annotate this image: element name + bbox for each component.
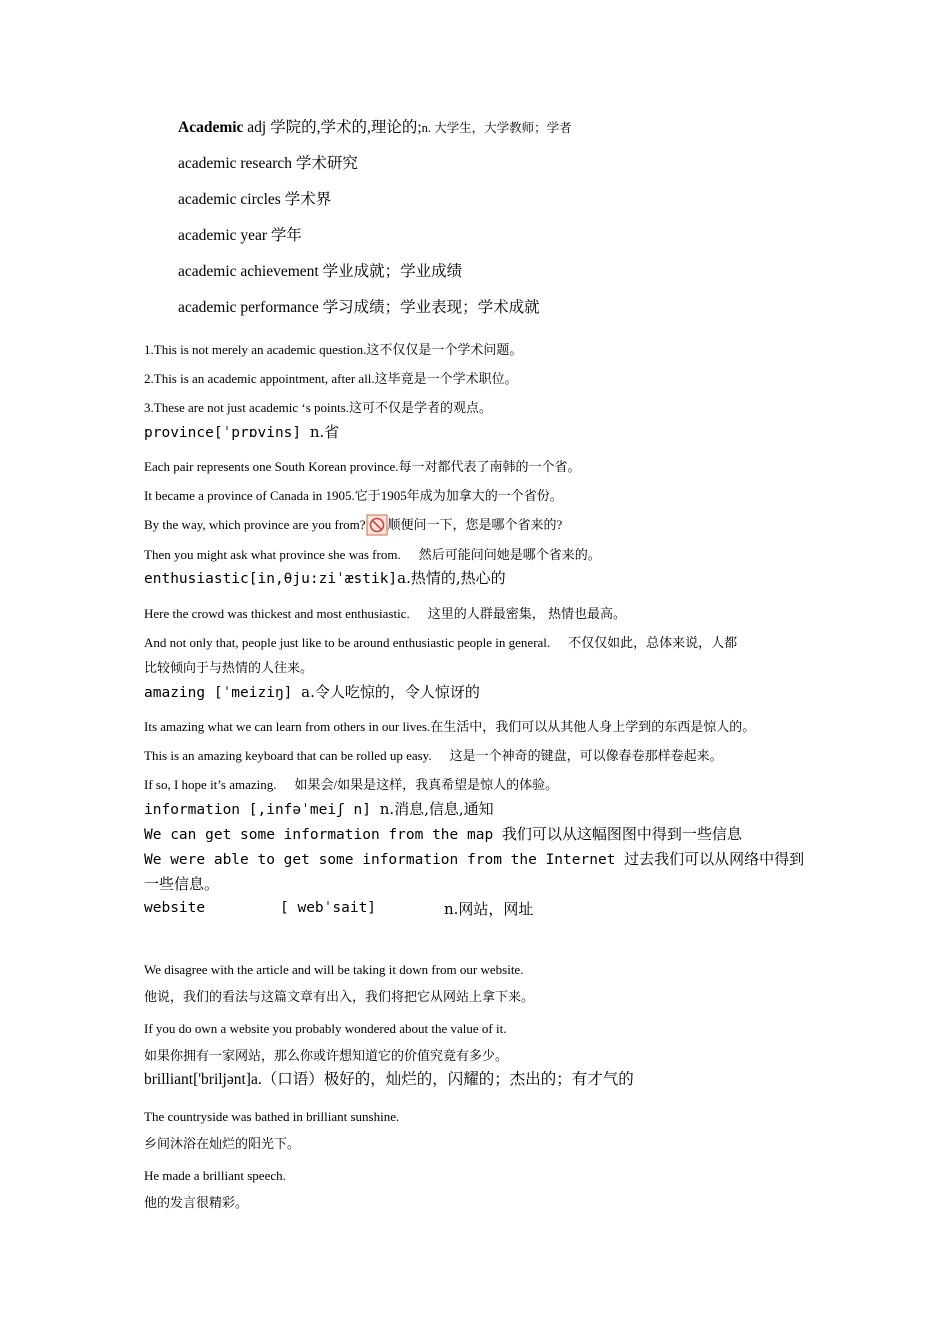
example-academic-3: 3.These are not just academic ‘s points.这可不仅是学者的观点。 (144, 400, 493, 415)
example-brilliant-2-cn: 他的发言很精彩。 (144, 1195, 249, 1210)
phrase-academic-circles: academic circles 学术界 (178, 191, 332, 208)
headword-province: province[ˈprɒvins] (144, 425, 310, 441)
definition-academic-noun: n. 大学生，大学教师；学者 (421, 121, 572, 135)
example-brilliant-1-en: The countryside was bathed in brilliant sunshine. (144, 1109, 400, 1124)
entry-amazing (144, 683, 480, 702)
phonetic-website: [ webˈsait] (280, 900, 377, 916)
example-information-2: We were able to get some information from the Internet 过去我们可以从网络中得到 (144, 850, 805, 868)
example-website-1-en: We disagree with the article and will be taking it down from our website. (144, 962, 524, 977)
example-enthusiastic-2-cont: 比较倾向于与热情的人往来。 (144, 660, 314, 675)
entry-brilliant (144, 1071, 634, 1090)
headword-brilliant: brilliant['briljənt]a. (144, 1071, 262, 1088)
example-enthusiastic-1: Here the crowd was thickest and most enthusiastic. 这里的人群最密集， 热情也最高。 (144, 606, 626, 621)
phrase-academic-performance: academic performance 学习成绩；学业表现；学术成就 (178, 299, 540, 316)
definition-information: n.消息,信息,通知 (379, 800, 494, 818)
entry-information (144, 800, 494, 819)
entry-enthusiastic (144, 569, 506, 588)
broken-image-icon (366, 514, 388, 536)
example-amazing-2: This is an amazing keyboard that can be rolled up easy. 这是一个神奇的键盘，可以像春卷那样卷起来。 (144, 748, 723, 763)
example-province-1: Each pair represents one South Korean province.每一对都代表了南韩的一个省。 (144, 459, 581, 474)
entry-academic (178, 119, 572, 138)
example-province-3: By the way, which province are you from? 顺便问一下，您是哪个省来的? (144, 514, 562, 536)
headword-website: website (144, 900, 206, 916)
phrase-academic-achievement: academic achievement 学业成就；学业成绩 (178, 263, 463, 280)
example-province-2: It became a province of Canada in 1905.它于1905年成为加拿大的一个省份。 (144, 488, 563, 503)
example-province-4: Then you might ask what province she was from. 然后可能问问她是哪个省来的。 (144, 547, 601, 562)
headword-amazing: amazing [ˈmeiziŋ] (144, 685, 302, 701)
entry-province (144, 423, 339, 442)
example-brilliant-1-cn: 乡间沐浴在灿烂的阳光下。 (144, 1136, 301, 1151)
headword-information: information [,infəˈmeiʃ n] (144, 802, 380, 818)
example-academic-1: 1.This is not merely an academic question.这不仅仅是一个学术问题。 (144, 342, 523, 357)
phrase-academic-research: academic research 学术研究 (178, 155, 358, 172)
example-website-2-en: If you do own a website you probably wondered about the value of it. (144, 1021, 507, 1036)
definition-enthusiastic: a.热情的,热心的 (397, 569, 506, 587)
entry-website (144, 900, 205, 917)
example-amazing-1: Its amazing what we can learn from others in our lives.在生活中，我们可以从其他人身上学到的东西是惊人的。 (144, 719, 756, 734)
headword-academic: Academic (178, 119, 244, 136)
headword-enthusiastic: enthusiastic[in,θju:ziˈæstik] (144, 571, 398, 587)
definition-brilliant: （口语）极好的，灿烂的，闪耀的；杰出的；有才气的 (261, 1071, 634, 1088)
example-website-1-cn: 他说，我们的看法与这篇文章有出入，我们将把它从网站上拿下来。 (144, 989, 535, 1004)
example-information-1: We can get some information from the map 我们可以从这幅图图中得到一些信息 (144, 825, 742, 843)
example-brilliant-2-en: He made a brilliant speech. (144, 1168, 286, 1183)
definition-academic-adj: adj 学院的,学术的,理论的; (243, 119, 422, 136)
example-information-2-cont: 一些信息。 (144, 875, 220, 893)
phrase-academic-year: academic year 学年 (178, 227, 302, 244)
example-academic-2: 2.This is an academic appointment, after all.这毕竟是一个学术职位。 (144, 371, 518, 386)
example-website-2-cn: 如果你拥有一家网站，那么你或许想知道它的价值究竟有多少。 (144, 1048, 509, 1063)
definition-province: n.省 (309, 423, 340, 441)
example-enthusiastic-2: And not only that, people just like to be around enthusiastic people in general. 不仅仅如此，总体来说，人都 (144, 635, 738, 650)
example-amazing-3: If so, I hope it’s amazing. 如果会/如果是这样，我真希望是惊人的体验。 (144, 777, 559, 792)
definition-amazing: a.令人吃惊的，令人惊讶的 (301, 683, 480, 701)
definition-website: n.网站，网址 (444, 900, 534, 918)
